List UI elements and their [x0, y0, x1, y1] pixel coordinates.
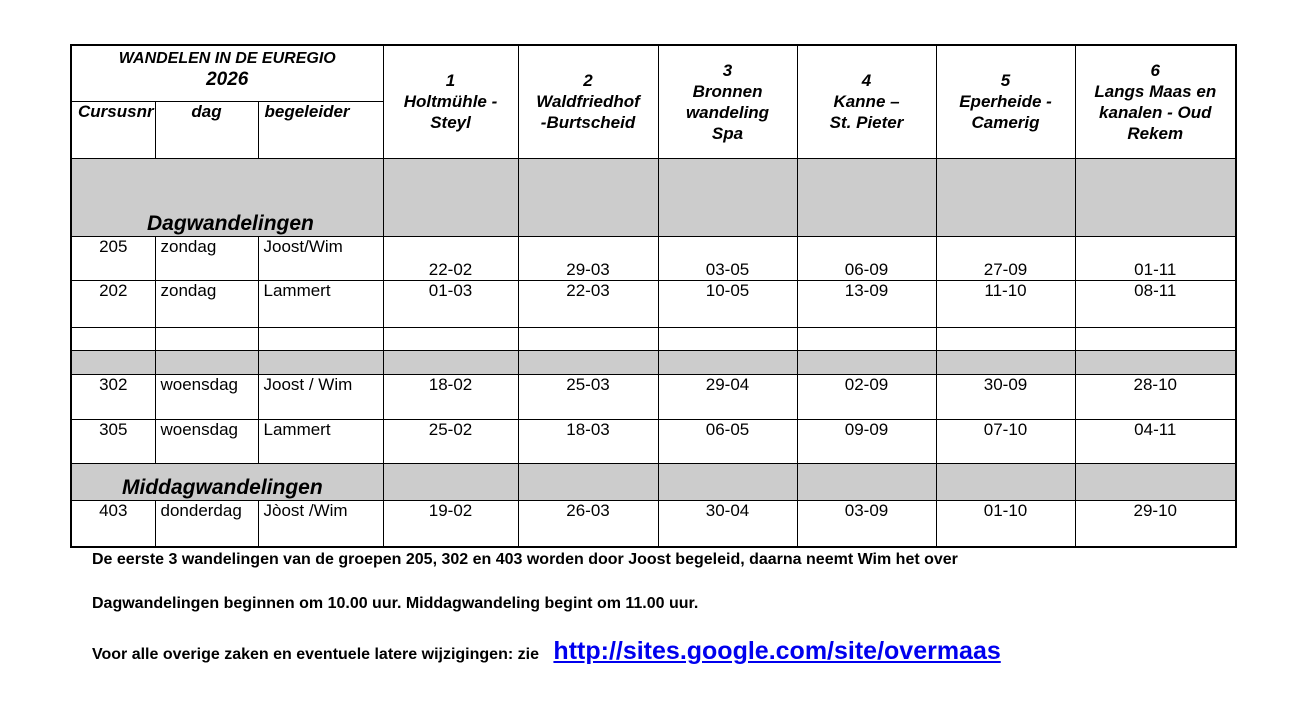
- route-header-6: [1075, 45, 1236, 158]
- grey-cell: [797, 350, 936, 374]
- route-number-6: 6: [1150, 60, 1160, 80]
- route-number-3: 3: [722, 60, 733, 80]
- date-cell: 28-10: [1075, 374, 1236, 419]
- route-name-1-line-2: Steyl: [430, 113, 471, 133]
- route-name-2-line-2: -Burtscheid: [540, 113, 636, 133]
- route-name-4-line-2: St. Pieter: [829, 113, 904, 133]
- date-cell: 25-03: [518, 374, 658, 419]
- route-name-3-line-2: wandeling: [685, 102, 770, 122]
- route-name-3-line-3: Spa: [711, 123, 744, 143]
- note-info: [92, 637, 1001, 666]
- note-start-times: Dagwandelingen beginnen om 10.00 uur. Middagwandeling begint om 11.00 uur.: [92, 595, 699, 612]
- table-row: [71, 374, 1236, 419]
- cursusnr-cell: 305: [71, 419, 155, 463]
- grey-cell: [936, 350, 1075, 374]
- empty-cell: [518, 327, 658, 350]
- empty-cell: [258, 327, 383, 350]
- website-link[interactable]: http://sites.google.com/site/overmaas: [553, 637, 1001, 665]
- col-header-dag: dag: [155, 101, 258, 158]
- date-cell: 29-03: [518, 237, 658, 281]
- begeleider-cell: Joost / Wim: [258, 374, 383, 419]
- date-cell: 26-03: [518, 501, 658, 547]
- table-row: [71, 237, 1236, 281]
- cursusnr-cell: 202: [71, 281, 155, 327]
- empty-cell: [936, 327, 1075, 350]
- note-info-text: Voor alle overige zaken en eventuele latere wijzigingen: zie: [92, 646, 539, 663]
- grey-cell: [1075, 158, 1236, 236]
- table-row: [71, 281, 1236, 327]
- date-cell: 25-02: [383, 419, 518, 463]
- date-cell: 08-11: [1075, 281, 1236, 327]
- date-cell: 06-09: [797, 237, 936, 281]
- grey-cell: [383, 464, 518, 501]
- date-cell: 18-03: [518, 419, 658, 463]
- dag-cell: zondag: [155, 281, 258, 327]
- grey-cell: [518, 350, 658, 374]
- begeleider-cell: Lammert: [258, 419, 383, 463]
- empty-cell: [155, 327, 258, 350]
- schedule-table: [70, 44, 1237, 548]
- route-name-1-line-1: Holtmühle -: [403, 92, 498, 112]
- grey-cell: [71, 350, 155, 374]
- date-cell: 19-02: [383, 501, 518, 547]
- route-header-1: [383, 45, 518, 158]
- date-cell: 22-02: [383, 237, 518, 281]
- section-label-afternoon: Middagwandelingen: [122, 476, 323, 500]
- date-cell: 09-09: [797, 419, 936, 463]
- route-name-3-line-1: Bronnen: [692, 81, 763, 101]
- header-title: WANDELEN IN DE EUREGIO: [118, 50, 336, 67]
- route-header-5: [936, 45, 1075, 158]
- date-cell: 01-11: [1075, 237, 1236, 281]
- route-name-6-line-3: Rekem: [1127, 123, 1184, 143]
- cursusnr-cell: 205: [71, 237, 155, 281]
- date-cell: 29-04: [658, 374, 797, 419]
- date-cell: 07-10: [936, 419, 1075, 463]
- route-number-5: 5: [1000, 71, 1011, 91]
- date-cell: 04-11: [1075, 419, 1236, 463]
- dag-cell: donderdag: [155, 501, 258, 547]
- cursusnr-cell: 403: [71, 501, 155, 547]
- grey-cell: [258, 350, 383, 374]
- date-cell: 01-03: [383, 281, 518, 327]
- grey-cell: [936, 158, 1075, 236]
- header-year: 2026: [206, 69, 249, 90]
- cursusnr-cell: 302: [71, 374, 155, 419]
- grey-cell: [518, 158, 658, 236]
- table-row: [71, 419, 1236, 463]
- section-label-day-cell: [71, 158, 383, 236]
- grey-cell: [936, 464, 1075, 501]
- col-header-begeleider: begeleider: [258, 101, 383, 158]
- date-cell: 02-09: [797, 374, 936, 419]
- empty-cell: [383, 327, 518, 350]
- begeleider-cell: Jòost /Wim: [258, 501, 383, 547]
- grey-cell: [658, 350, 797, 374]
- date-cell: 13-09: [797, 281, 936, 327]
- route-number-1: 1: [445, 71, 456, 91]
- route-header-3: [658, 45, 797, 158]
- date-cell: 22-03: [518, 281, 658, 327]
- date-cell: 18-02: [383, 374, 518, 419]
- date-cell: 03-09: [797, 501, 936, 547]
- date-cell: 27-09: [936, 237, 1075, 281]
- separator-row: [71, 350, 1236, 374]
- route-name-5-line-1: Eperheide -: [959, 92, 1052, 112]
- route-name-5-line-2: Camerig: [971, 113, 1040, 133]
- grey-cell: [797, 158, 936, 236]
- date-cell: 01-10: [936, 501, 1075, 547]
- grey-cell: [155, 350, 258, 374]
- grey-cell: [1075, 350, 1236, 374]
- route-header-2: [518, 45, 658, 158]
- route-name-6-line-1: Langs Maas en: [1094, 81, 1217, 101]
- grey-cell: [383, 158, 518, 236]
- section-label-day: Dagwandelingen: [147, 212, 314, 236]
- grey-cell: [658, 464, 797, 501]
- begeleider-cell: Lammert: [258, 281, 383, 327]
- date-cell: 10-05: [658, 281, 797, 327]
- grey-cell: [1075, 464, 1236, 501]
- table-row: [71, 501, 1236, 547]
- header-title-cell: [71, 45, 383, 101]
- empty-row: [71, 327, 1236, 350]
- date-cell: 29-10: [1075, 501, 1236, 547]
- route-name-6-line-2: kanalen - Oud: [1099, 102, 1212, 122]
- date-cell: 30-09: [936, 374, 1075, 419]
- grey-cell: [797, 464, 936, 501]
- grey-cell: [383, 350, 518, 374]
- begeleider-cell: Joost/Wim: [258, 237, 383, 281]
- empty-cell: [658, 327, 797, 350]
- route-header-4: [797, 45, 936, 158]
- grey-cell: [658, 158, 797, 236]
- route-name-2-line-1: Waldfriedhof: [536, 92, 640, 112]
- date-cell: 11-10: [936, 281, 1075, 327]
- empty-cell: [797, 327, 936, 350]
- date-cell: 06-05: [658, 419, 797, 463]
- dag-cell: woensdag: [155, 419, 258, 463]
- route-name-4-line-1: Kanne –: [833, 92, 900, 112]
- note-guides: De eerste 3 wandelingen van de groepen 205, 302 en 403 worden door Joost begeleid, daarna neemt Wim het over: [92, 551, 958, 568]
- route-number-4: 4: [861, 71, 872, 91]
- dag-cell: zondag: [155, 237, 258, 281]
- section-label-afternoon-cell: [71, 464, 383, 501]
- dag-cell: woensdag: [155, 374, 258, 419]
- empty-cell: [71, 327, 155, 350]
- col-header-cursusnr: Cursusnr: [71, 101, 155, 158]
- date-cell: 03-05: [658, 237, 797, 281]
- empty-cell: [1075, 327, 1236, 350]
- date-cell: 30-04: [658, 501, 797, 547]
- grey-cell: [518, 464, 658, 501]
- route-number-2: 2: [583, 71, 593, 91]
